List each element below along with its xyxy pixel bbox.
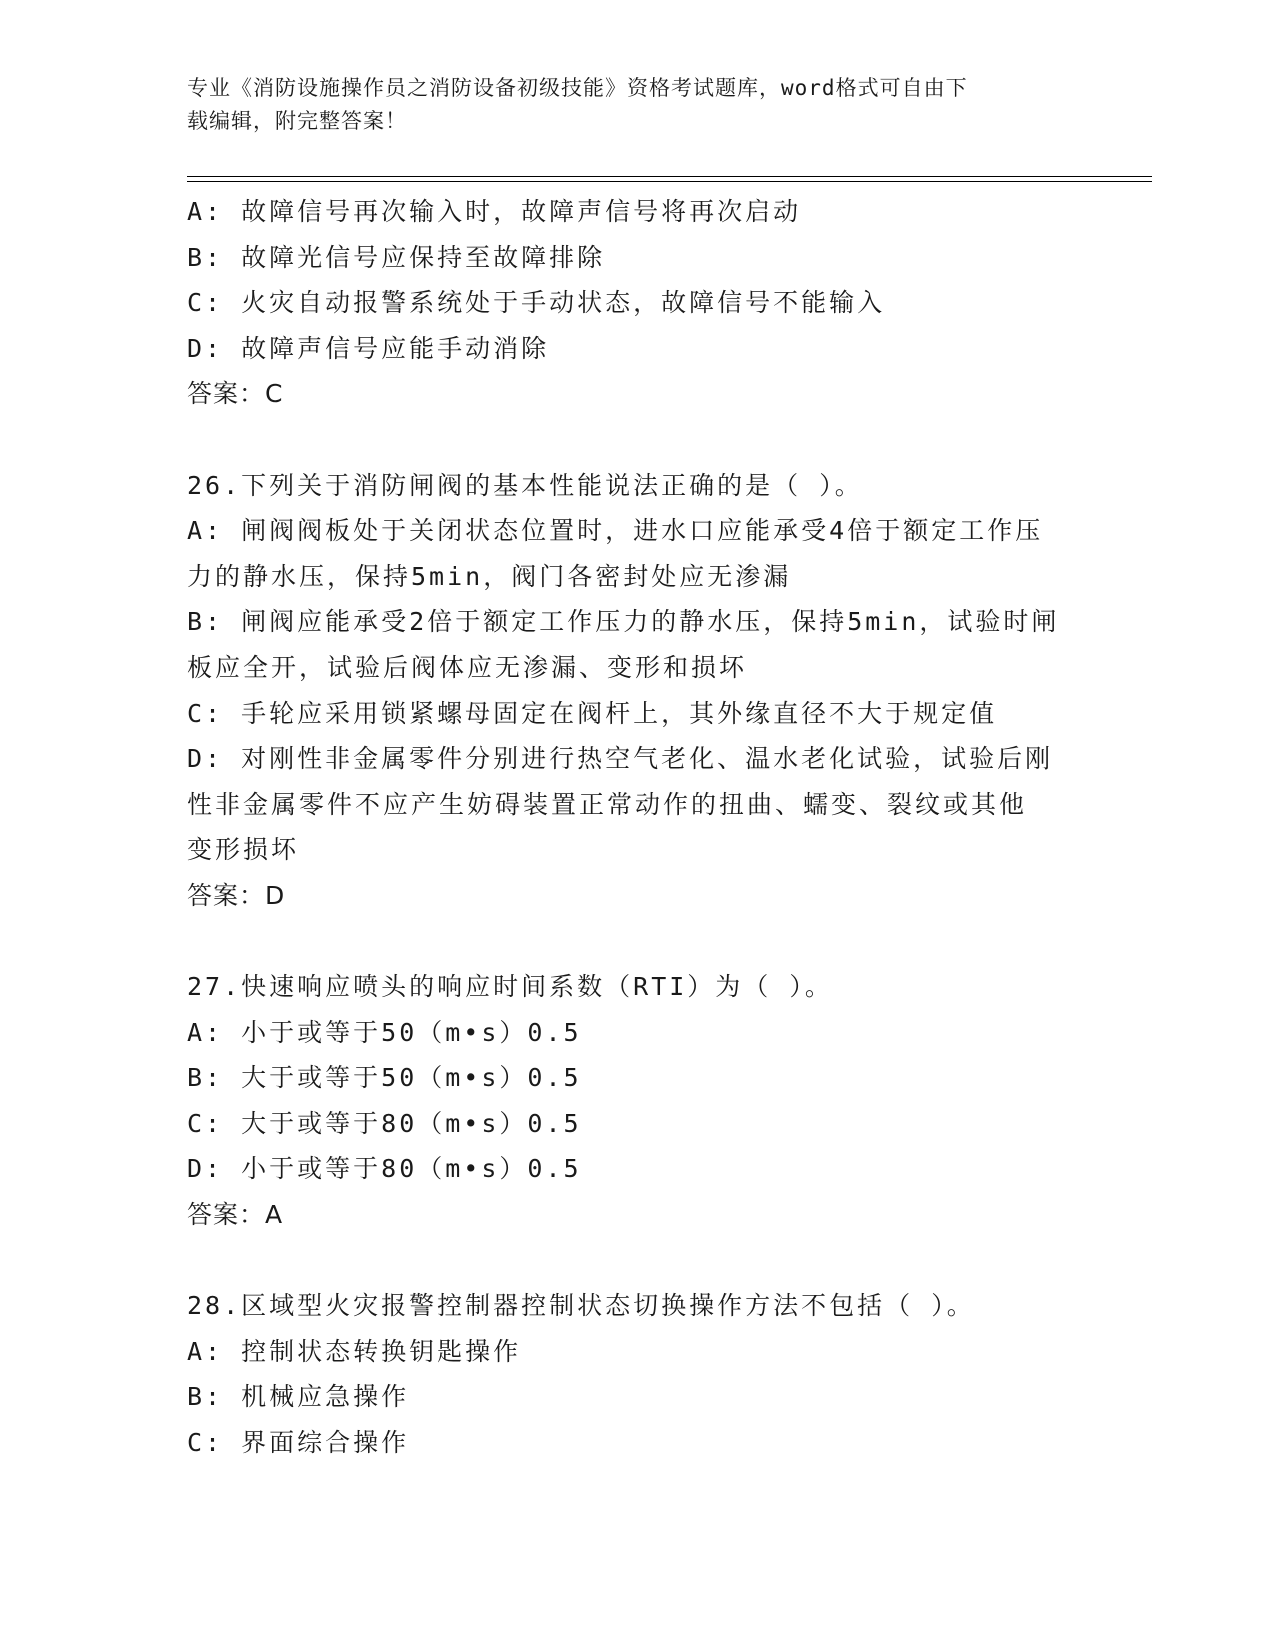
q26-option-d-line-2: 性非金属零件不应产生妨碍装置正常动作的扭曲、蠕变、裂纹或其他: [187, 789, 1028, 819]
q26-option-a-line-2: 力的静水压，保持5min，阀门各密封处应无渗漏: [187, 561, 792, 591]
q26-option-b-line-2: 板应全开，试验后阀体应无渗漏、变形和损坏: [187, 652, 748, 682]
q25-answer: 答案：C: [187, 379, 284, 409]
q28-option-c: C: 界面综合操作: [187, 1428, 410, 1458]
q28-option-b: B: 机械应急操作: [187, 1382, 410, 1412]
q28-stem: 28.区域型火灾报警控制器控制状态切换操作方法不包括（ ）。: [187, 1291, 975, 1321]
q26-option-d-line-3: 变形损坏: [187, 835, 300, 865]
q26-option-b-line-1: B: 闸阀应能承受2倍于额定工作压力的静水压，保持5min，试验时闸: [187, 607, 1060, 637]
q27-answer: 答案：A: [187, 1200, 284, 1230]
question-list: [187, 189, 1087, 1466]
spacer: [187, 1238, 1087, 1284]
spacer: [187, 919, 1087, 965]
q28-option-a: A: 控制状态转换钥匙操作: [187, 1336, 522, 1366]
q27-stem: 27.快速响应喷头的响应时间系数（RTI）为（ ）。: [187, 972, 833, 1002]
q26-option-c: C: 手轮应采用锁紧螺母固定在阀杆上，其外缘直径不大于规定值: [187, 698, 998, 728]
q25-option-c: C: 火灾自动报警系统处于手动状态，故障信号不能输入: [187, 288, 886, 318]
q26-option-a-line-1: A: 闸阀阀板处于关闭状态位置时，进水口应能承受4倍于额定工作压: [187, 516, 1044, 546]
header-line-1: 专业《消防设施操作员之消防设备初级技能》资格考试题库，word格式可自由下: [187, 76, 968, 100]
header-line-2: 载编辑，附完整答案！: [187, 109, 407, 133]
q25-option-d: D: 故障声信号应能手动消除: [187, 333, 550, 363]
document-header: [187, 72, 1067, 138]
header-divider-top: [187, 176, 1152, 177]
question-26: [187, 463, 1087, 919]
q26-option-d-line-1: D: 对刚性非金属零件分别进行热空气老化、温水老化试验，试验后刚: [187, 744, 1054, 774]
q26-answer: 答案：D: [187, 880, 286, 910]
q27-option-a: A: 小于或等于50（m•s）0.5: [187, 1017, 582, 1047]
q27-option-b: B: 大于或等于50（m•s）0.5: [187, 1063, 582, 1093]
header-divider-bottom: [187, 181, 1152, 182]
question-28: [187, 1283, 1087, 1465]
q26-stem: 26.下列关于消防闸阀的基本性能说法正确的是（ ）。: [187, 470, 863, 500]
q27-option-c: C: 大于或等于80（m•s）0.5: [187, 1108, 582, 1138]
q25-option-b: B: 故障光信号应保持至故障排除: [187, 242, 606, 272]
question-27: [187, 964, 1087, 1238]
q25-option-a: A: 故障信号再次输入时，故障声信号将再次启动: [187, 197, 802, 226]
question-25: [187, 189, 1087, 417]
q27-option-d: D: 小于或等于80（m•s）0.5: [187, 1154, 582, 1184]
spacer: [187, 417, 1087, 463]
